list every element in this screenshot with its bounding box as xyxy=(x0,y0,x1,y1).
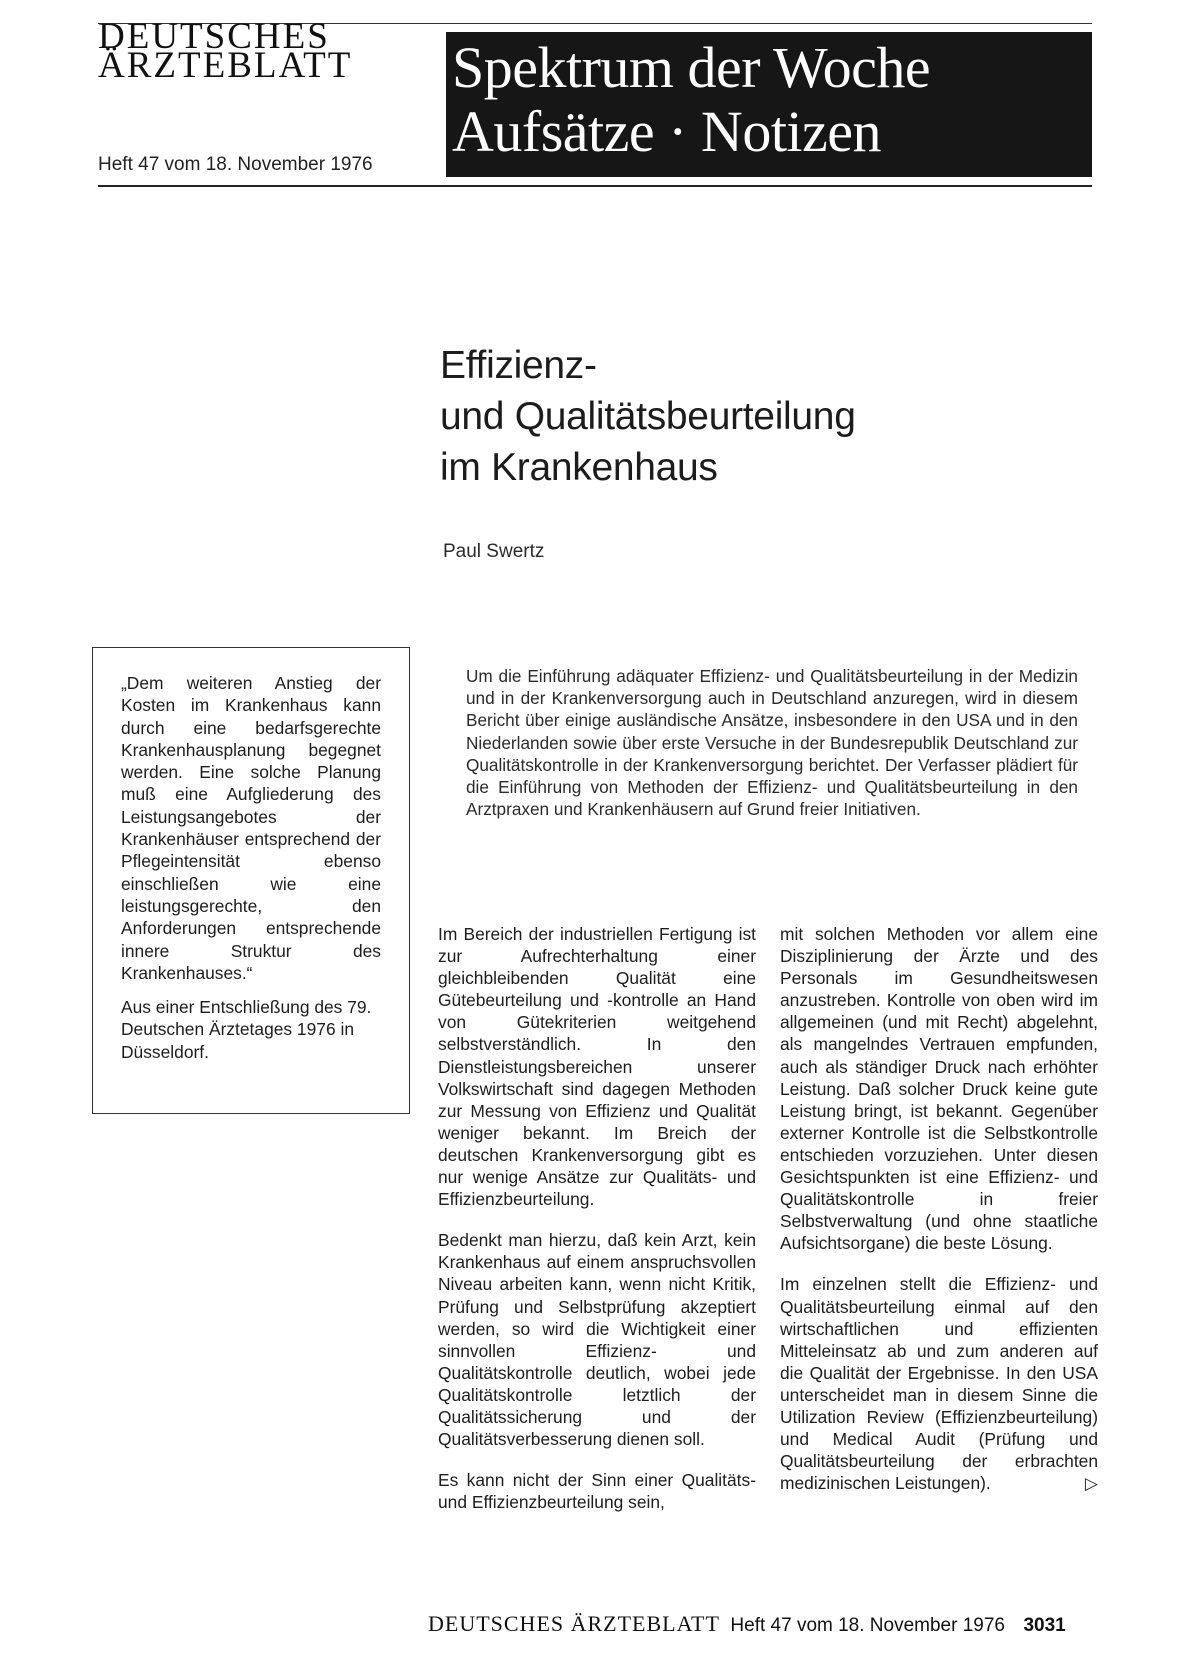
quote-text: „Dem weiteren Anstieg der Kosten im Krankenhaus kann durch eine bedarfsgerechte Krankenhausplanung begegnet werden. Eine solche Planung muß eine Aufgliederung des Leistungsangebotes der Krankenhäuser entsprechend der Pflegeintensität ebenso einschließen wie eine leistungsgerechte, den Anforderungen entsprechende innere Struktur des Krankenhauses.“ xyxy=(121,673,381,983)
journal-logo xyxy=(98,16,418,86)
masthead-bottom-rule xyxy=(98,185,1092,187)
page-number: 3031 xyxy=(1023,1615,1066,1636)
article-title-line2: und Qualitätsbeurteilung xyxy=(440,395,856,438)
author-name: Paul Swertz xyxy=(443,541,545,562)
section-banner-line2: Aufsätze · Notizen xyxy=(452,99,882,164)
body-column-right xyxy=(780,923,1098,1513)
article-title xyxy=(440,340,1080,493)
quote-box xyxy=(92,647,410,1114)
body-paragraph: Bedenkt man hierzu, daß kein Arzt, kein Krankenhaus auf einem anspruchsvollen Niveau arbeiten kann, wenn nicht Kritik, Prüfung und Selbstprüfung akzeptiert werden, so wird die Wichtigkeit einer sinnvollen Effizienz- und Qualitätskontrolle deutlich, wobei jede Qualitätskontrolle letztlich der Qualitätssicherung und der Qualitätsverbesserung dienen soll. xyxy=(438,1230,756,1450)
issue-date: Heft 47 vom 18. November 1976 xyxy=(98,154,373,175)
article-abstract: Um die Einführung adäquater Effizienz- und Qualitätsbeurteilung in der Medizin und in der Krankenversorgung auch in Deutschland anzuregen, wird in diesem Bericht über einige ausländische Ansätze, insbesondere in den USA und in den Niederlanden sowie über erste Versuche in der Bundesrepublik Deutschland zur Qualitätskontrolle in der Krankenversorgung berichtet. Der Verfasser plädiert für die Einführung von Methoden der Effizienz- und Qualitätsbeurteilung in den Arztpraxen und Krankenhäusern auf Grund freier Initiativen. xyxy=(466,666,1078,820)
body-column-left xyxy=(438,923,756,1532)
continue-arrow-icon: ▷ xyxy=(1084,1474,1098,1494)
body-paragraph: mit solchen Methoden vor allem eine Disziplinierung der Ärzte und des Personals im Gesundheitswesen anzustreben. Kontrolle von oben wird im allgemeinen (und mit Recht) abgelehnt, als mangelndes Vertrauen empfunden, auch als ständiger Druck nach erhöhter Leistung. Daß solcher Druck keine gute Leistung bringt, ist bekannt. Gegenüber externer Kontrolle ist die Selbstkontrolle entschieden vorzuziehen. Unter diesen Gesichtspunkten ist eine Effizienz- und Qualitätskontrolle in freier Selbstverwaltung (und ohne staatliche Aufsichtsorgane) die beste Lösung. xyxy=(780,924,1098,1254)
body-paragraph xyxy=(780,1273,1098,1494)
article-title-line1: Effizienz- xyxy=(440,344,597,387)
section-banner xyxy=(446,32,1092,177)
journal-logo-line2: ÄRZTEBLATT xyxy=(98,45,353,86)
body-paragraph: Es kann nicht der Sinn einer Qualitäts- und Effizienzbeurteilung sein, xyxy=(438,1470,756,1513)
footer-journal-name: DEUTSCHES ÄRZTEBLATT xyxy=(428,1611,720,1636)
footer-issue: Heft 47 vom 18. November 1976 xyxy=(730,1615,1005,1636)
section-banner-line1: Spektrum der Woche xyxy=(452,35,931,100)
body-paragraph-text: Im einzelnen stellt die Effizienz- und Qualitätsbeurteilung einmal auf den wirtschaftlichen und effizienten Mitteleinsatz ab und zum anderen auf die Qualität der Ergebnisse. In den USA unterscheidet man in diesem Sinne die Utilization Review (Effizienzbeurteilung) und Medical Audit (Prüfung und Qualitätsbeurteilung der erbrachten medizinischen Leistungen). xyxy=(780,1274,1098,1494)
quote-source: Aus einer Entschließung des 79. Deutschen Ärztetages 1976 in Düsseldorf. xyxy=(121,997,372,1062)
page-footer xyxy=(428,1611,1088,1637)
article-title-line3: im Krankenhaus xyxy=(440,446,718,489)
body-paragraph: Im Bereich der industriellen Fertigung ist zur Aufrechterhaltung einer gleichbleibenden Qualität eine Gütebeurteilung und -kontrolle an Hand von Gütekriterien weitgehend selbstverständlich. In den Dienstleistungsbereichen unserer Volkswirtschaft sind dagegen Methoden zur Messung von Effizienz und Qualität weniger bekannt. Im Breich der deutschen Krankenversorgung gibt es nur wenige Ansätze zur Qualitäts- und Effizienzbeurteilung. xyxy=(438,924,756,1210)
journal-logo-line1: DEUTSCHES xyxy=(98,16,330,57)
